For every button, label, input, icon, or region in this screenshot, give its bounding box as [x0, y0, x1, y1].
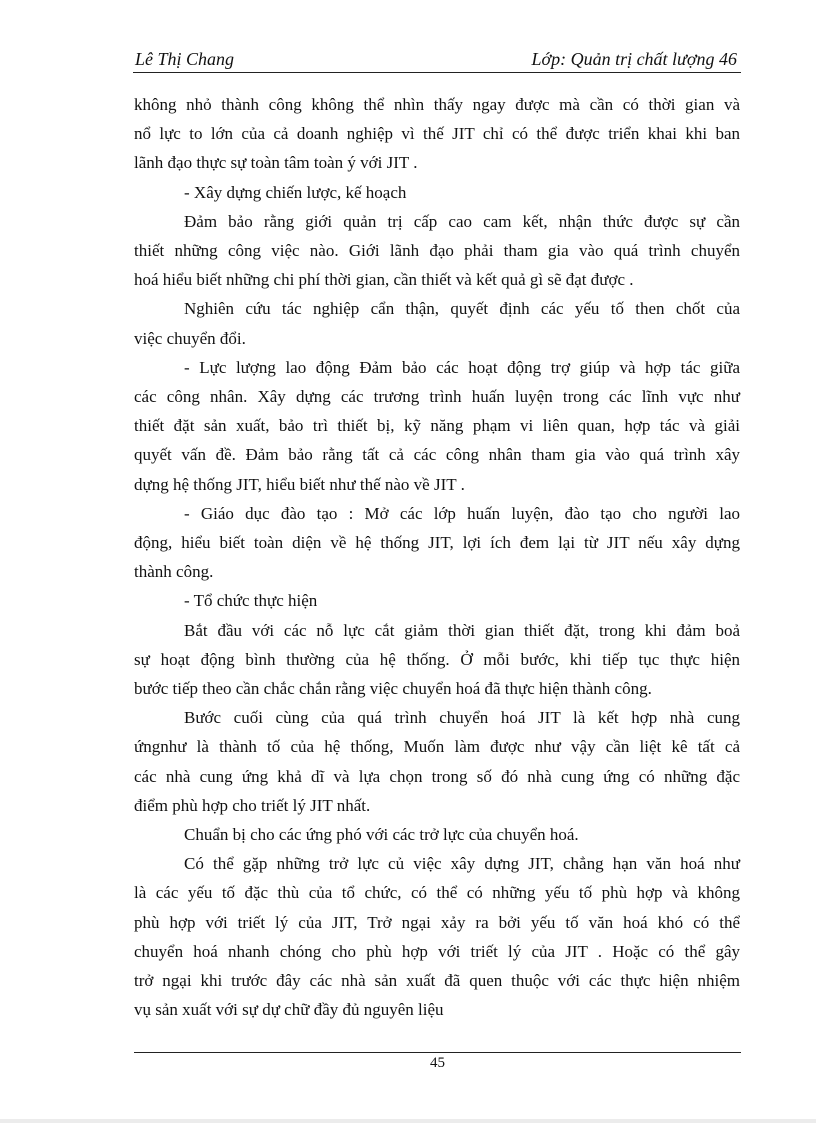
text-line: thiết những công việc nào. Giới lãnh đạo phải tham gia vào quá trình chuyển	[134, 241, 740, 261]
text-line: Nghiên cứu tác nghiệp cẩn thận, quyết định các yếu tố then chốt của	[184, 299, 740, 319]
text-line: Bước cuối cùng của quá trình chuyển hoá JIT là kết hợp nhà cung	[184, 708, 740, 728]
text-line: - Xây dựng chiến lược, kế hoạch	[184, 182, 407, 202]
text-line: Có thể gặp những trở lực củ việc xây dựng JIT, chẳng hạn văn hoá như	[184, 854, 740, 874]
text-line: việc chuyển đổi.	[134, 328, 246, 348]
text-line: các công nhân. Xây dựng các trương trình huấn luyện trong các lĩnh vực như	[134, 387, 740, 407]
page-number: 45	[430, 1055, 445, 1071]
text-line: trở ngại khi trước đây các nhà sản xuất đã quen thuộc với các thực hiện nhiệm	[134, 971, 740, 991]
text-line: là các yếu tố đặc thù của tổ chức, có thể có những yếu tố phù hợp và không	[134, 883, 740, 903]
text-line: các nhà cung ứng khả dĩ và lựa chọn trong số đó nhà cung ứng có những đặc	[134, 766, 740, 786]
header-rule	[133, 72, 741, 73]
body-text	[134, 90, 740, 1025]
text-line: vụ sản xuất với sự dự chữ đầy đủ nguyên liệu	[134, 1000, 444, 1020]
page-header	[133, 47, 741, 73]
header-author: Lê Thị Chang	[135, 49, 235, 69]
text-line: chuyển hoá nhanh chóng cho phù hợp với triết lý của JIT . Hoặc có thể gây	[134, 941, 740, 961]
page-bottom-edge	[0, 1119, 816, 1123]
text-line: ứngnhư là thành tố của hệ thống, Muốn làm được như vậy cần liệt kê tất cả	[134, 737, 740, 757]
text-line: phù hợp với triết lý của JIT, Trở ngại xảy ra bởi yếu tố văn hoá khó có thể	[134, 912, 740, 932]
text-line: Bắt đầu với các nỗ lực cắt giảm thời gian thiết đặt, trong khi đảm boả	[184, 620, 740, 640]
text-line: hoá hiểu biết những chi phí thời gian, cần thiết và kết quả gì sẽ đạt được .	[134, 270, 634, 290]
text-line: điểm phù hợp cho triết lý JIT nhất.	[134, 795, 371, 815]
text-line: - Tổ chức thực hiện	[184, 591, 318, 611]
text-line: dựng hệ thống JIT, hiểu biết như thế nào về JIT .	[134, 474, 465, 494]
header-class: Lớp: Quản trị chất lượng 46	[531, 49, 737, 69]
text-line: thành công.	[134, 562, 214, 582]
text-line: bước tiếp theo cần chắc chắn rằng việc chuyển hoá đã thực hiện thành công.	[134, 679, 652, 699]
text-line: động, hiểu biết toàn diện về hệ thống JIT, lợi ích đem lại từ JIT nếu xây dựng	[134, 533, 740, 553]
text-line: Chuẩn bị cho các ứng phó với các trở lực của chuyển hoá.	[184, 825, 579, 845]
text-line: quyết vấn đề. Đảm bảo rằng tất cả các công nhân tham gia vào quá trình xây	[134, 445, 740, 465]
text-line: thiết đặt sản xuất, bảo trì thiết bị, kỹ năng phạm vi liên quan, hợp tác và giải	[134, 416, 740, 436]
text-line: - Lực lượng lao động Đảm bảo các hoạt động trợ giúp và hợp tác giữa	[184, 357, 740, 377]
text-line: - Giáo dục đào tạo : Mở các lớp huấn luyện, đào tạo cho người lao	[184, 503, 740, 523]
text-line: sự hoạt động bình thường của hệ thống. Ở mỗi bước, khi tiếp tục thực hiện	[134, 649, 740, 669]
text-line: không nhỏ thành công không thể nhìn thấy ngay được mà cần có thời gian và	[134, 95, 740, 114]
text-line: lãnh đạo thực sự toàn tâm toàn ý với JIT .	[134, 153, 418, 173]
text-line: Đảm bảo rằng giới quản trị cấp cao cam kết, nhận thức được sự cần	[184, 211, 740, 231]
text-line: nổ lực to lớn của cả doanh nghiệp vì thế JIT chỉ có thể được triển khai khi ban	[134, 124, 740, 144]
footer-rule	[134, 1052, 741, 1053]
